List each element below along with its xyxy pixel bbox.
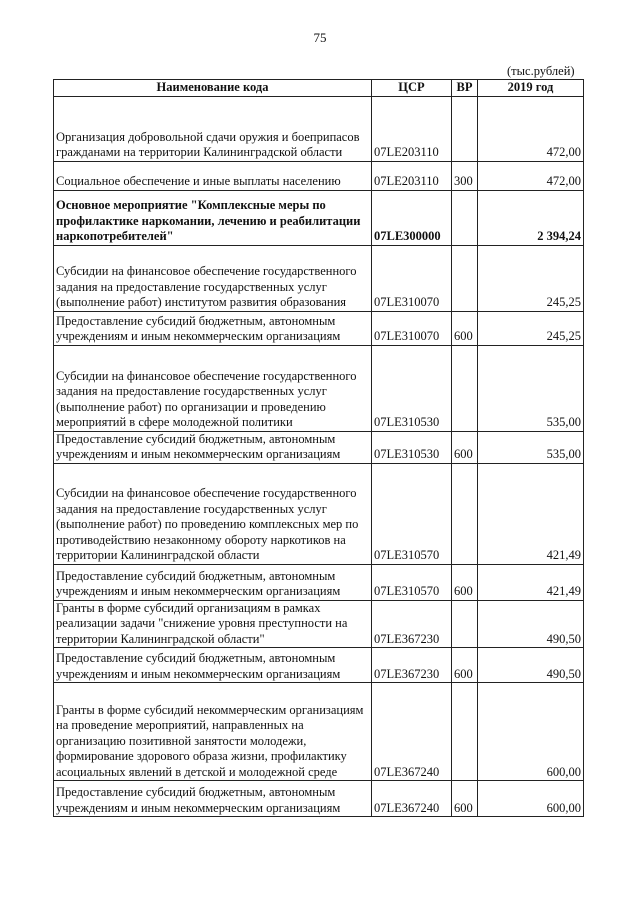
table-row [54,161,584,190]
row-csr: 07LE203110 [372,161,452,190]
row-name: Гранты в форме субсидий некоммерческим организациям на проведение мероприятий, направленных на организацию позитивной занятости молодежи, формирование здорового образа жизни, профилактику асоциальных явлений в детской и молодежной среде [54,683,372,781]
row-name: Основное мероприятие "Комплексные меры по профилактике наркомании, лечению и реабилитации наркопотребителей" [54,190,372,245]
row-csr: 07LE367240 [372,683,452,781]
table-row [54,781,584,817]
row-vr [452,96,478,161]
table-row [54,96,584,161]
header-name: Наименование кода [54,80,372,97]
row-sum: 535,00 [478,431,584,463]
row-csr: 07LE367230 [372,600,452,648]
row-sum: 472,00 [478,161,584,190]
row-sum: 2 394,24 [478,190,584,245]
row-csr: 07LE310070 [372,245,452,311]
row-vr: 600 [452,781,478,817]
row-vr: 600 [452,648,478,683]
row-name: Предоставление субсидий бюджетным, автономным учреждениям и иным некоммерческим организациям [54,781,372,817]
table-row [54,311,584,345]
row-sum: 490,50 [478,648,584,683]
table-row [54,648,584,683]
row-vr [452,600,478,648]
row-csr: 07LE310530 [372,431,452,463]
row-csr: 07LE300000 [372,190,452,245]
row-sum: 245,25 [478,311,584,345]
row-name: Предоставление субсидий бюджетным, автономным учреждениям и иным некоммерческим организациям [54,564,372,600]
row-vr [452,463,478,564]
header-vr: ВР [452,80,478,97]
table-header-row [54,80,584,97]
row-name: Предоставление субсидий бюджетным, автономным учреждениям и иным некоммерческим организациям [54,648,372,683]
table-row [54,190,584,245]
row-csr: 07LE367240 [372,781,452,817]
row-sum: 421,49 [478,564,584,600]
row-sum: 245,25 [478,245,584,311]
row-csr: 07LE203110 [372,96,452,161]
header-csr: ЦСР [372,80,452,97]
row-vr: 600 [452,564,478,600]
row-vr: 300 [452,161,478,190]
units-label: (тыс.рублей) [507,64,575,78]
table-row [54,683,584,781]
row-csr: 07LE310070 [372,311,452,345]
row-csr: 07LE310570 [372,463,452,564]
row-name: Предоставление субсидий бюджетным, автономным учреждениям и иным некоммерческим организациям [54,431,372,463]
row-sum: 600,00 [478,683,584,781]
header-sum: 2019 год [478,80,584,97]
budget-table [53,79,584,817]
table-row [54,245,584,311]
row-sum: 600,00 [478,781,584,817]
row-vr [452,683,478,781]
row-sum: 472,00 [478,96,584,161]
row-name: Субсидии на финансовое обеспечение государственного задания на предоставление государственных услуг (выполнение работ) по организации и проведению мероприятий в сфере молодежной политики [54,345,372,431]
table-row [54,431,584,463]
row-name: Предоставление субсидий бюджетным, автономным учреждениям и иным некоммерческим организациям [54,311,372,345]
page-number: 75 [313,30,327,45]
row-name: Субсидии на финансовое обеспечение государственного задания на предоставление государственных услуг (выполнение работ) институтом развития образования [54,245,372,311]
row-sum: 490,50 [478,600,584,648]
table-row [54,600,584,648]
row-name: Социальное обеспечение и иные выплаты населению [54,161,372,190]
row-vr [452,245,478,311]
row-name: Гранты в форме субсидий организациям в рамках реализации задачи "снижение уровня преступности на территории Калининградской области" [54,600,372,648]
row-csr: 07LE367230 [372,648,452,683]
table-row [54,564,584,600]
row-sum: 421,49 [478,463,584,564]
row-vr: 600 [452,431,478,463]
row-vr [452,345,478,431]
table-row [54,463,584,564]
row-vr [452,190,478,245]
row-sum: 535,00 [478,345,584,431]
table-row [54,345,584,431]
row-csr: 07LE310570 [372,564,452,600]
row-name: Организация добровольной сдачи оружия и боеприпасов гражданами на территории Калининградской области [54,96,372,161]
row-vr: 600 [452,311,478,345]
row-name: Субсидии на финансовое обеспечение государственного задания на предоставление государственных услуг (выполнение работ) по проведению комплексных мер по противодействию незаконному обороту наркотиков на территории Калининградской области [54,463,372,564]
row-csr: 07LE310530 [372,345,452,431]
